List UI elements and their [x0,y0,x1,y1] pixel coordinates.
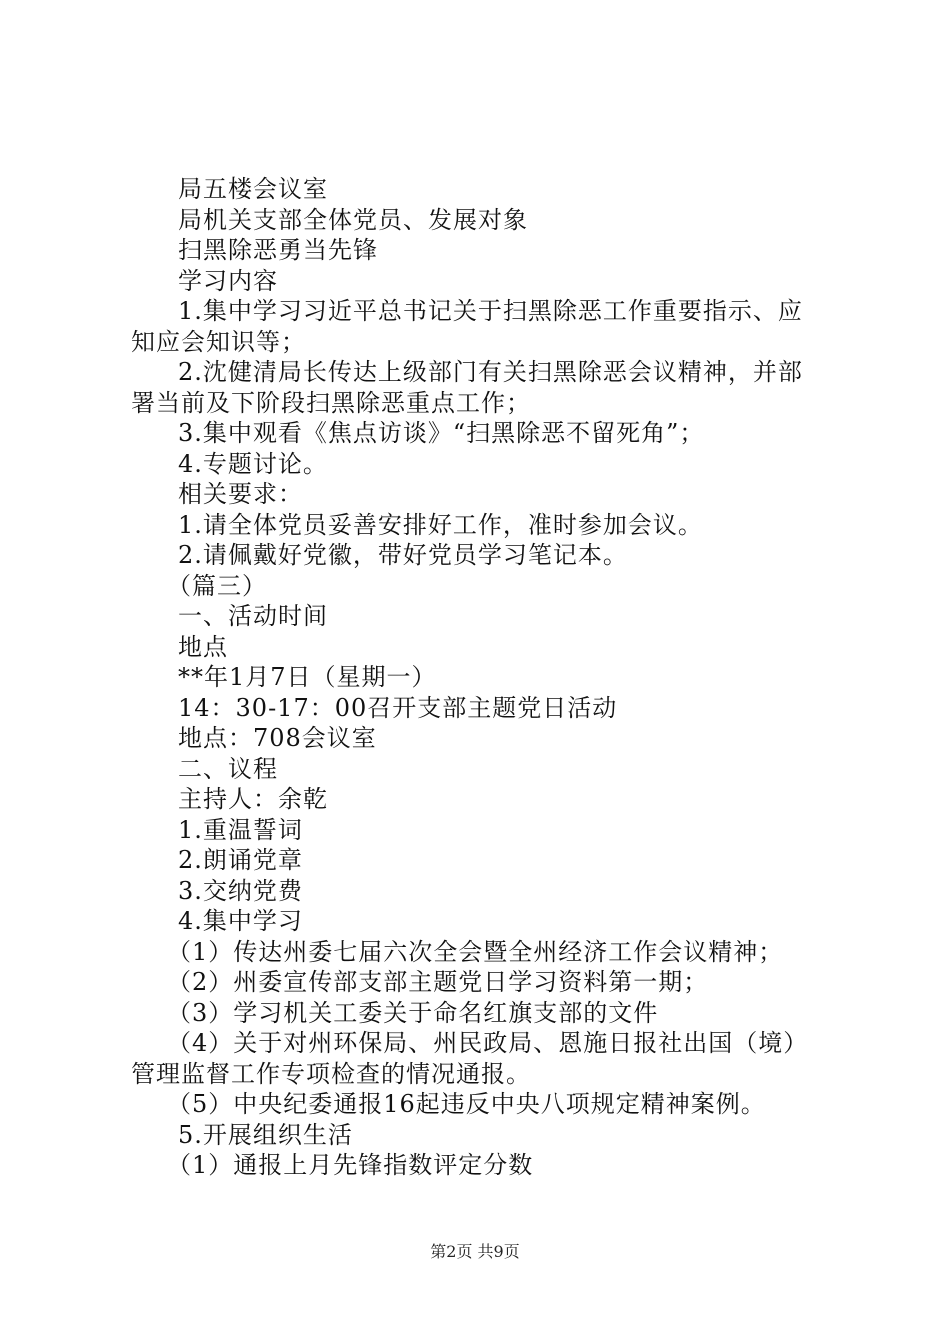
text-line: 1.重温誓词 [178,815,303,844]
section-heading: 学习内容 [178,266,278,295]
text-line: **年1月7日（星期一） [178,663,437,691]
text-line: 扫黑除恶勇当先锋 [178,236,378,264]
section-heading: 二、议程 [178,754,278,783]
text-line: （1）通报上月先锋指数评定分数 [167,1151,534,1179]
text-line: 1.请全体党员妥善安排好工作，准时参加会议。 [178,510,703,539]
text-line: （2）州委宣传部支部主题党日学习资料第一期； [167,968,709,996]
text-line: （5）中央纪委通报16起违反中央八项规定精神案例。 [167,1090,766,1118]
document-body [131,174,831,1181]
text-line: 2.朗诵党章 [178,846,303,874]
text-line: 3.交纳党费 [178,876,303,905]
text-line: （3）学习机关工委关于命名红旗支部的文件 [167,998,659,1027]
text-line: 14：30-17：00召开支部主题党日活动 [178,693,618,722]
text-line: 3.集中观看《焦点访谈》“扫黑除恶不留死角”； [178,419,705,447]
text-line: 2.沈健清局长传达上级部门有关扫黑除恶会议精神，并部 [178,358,803,386]
text-line: 署当前及下阶段扫黑除恶重点工作； [131,388,531,417]
text-line: 1.集中学习习近平总书记关于扫黑除恶工作重要指示、应 [178,297,803,325]
text-line: 局机关支部全体党员、发展对象 [178,205,528,234]
text-line: 地点：708会议室 [178,724,377,752]
text-line: 局五楼会议室 [178,175,328,203]
text-line: 2.请佩戴好党徽，带好党员学习笔记本。 [178,541,628,569]
section-heading: （篇三） [167,571,267,600]
text-line: （1）传达州委七届六次全会暨全州经济工作会议精神； [167,937,784,966]
text-line: 5.开展组织生活 [178,1120,353,1149]
text-line: （4）关于对州环保局、州民政局、恩施日报社出国（境） [167,1029,809,1057]
page-number-footer: 第2页 共9页 [430,1242,520,1261]
section-heading: 一、活动时间 [178,602,328,630]
section-heading: 相关要求： [178,480,303,508]
text-line: 4.集中学习 [178,907,303,935]
text-line: 4.专题讨论。 [178,449,328,478]
text-line: 地点 [178,632,228,661]
text-line: 管理监督工作专项检查的情况通报。 [131,1059,531,1088]
text-line: 主持人：余乾 [178,785,328,813]
text-line: 知应会知识等； [131,327,306,356]
